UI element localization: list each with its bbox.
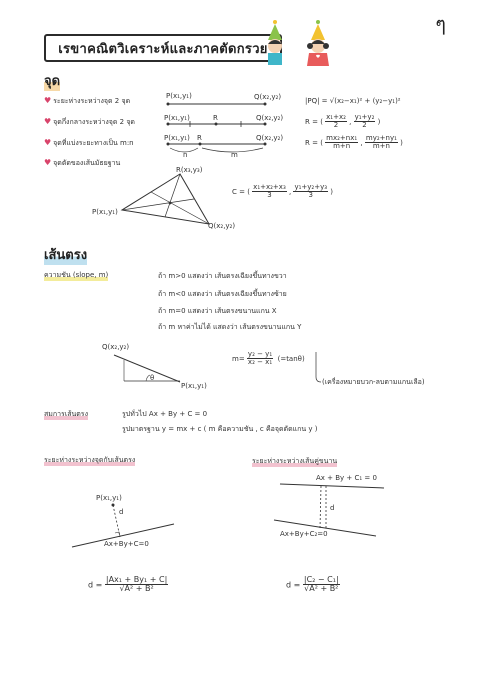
point-line-d-label: d xyxy=(119,508,124,516)
midpoint-q-label: Q(x₂,y₂) xyxy=(256,114,284,122)
slope-case-positive: ถ้า m>0 แสดงว่า เส้นตรงเฉียงขึ้นทางขวา xyxy=(158,272,287,280)
ratio-r-label: R xyxy=(197,134,202,142)
point-line-heading: ระยะห่างระหว่างจุดกับเส้นตรง xyxy=(44,456,136,464)
parallel-formula: d = $\frac{\text{|C₂ − C₁|}}{\text{√A² + B²}}$ xyxy=(286,575,339,594)
midpoint-r-label: R xyxy=(213,114,218,122)
slope-case-zero: ถ้า m=0 แสดงว่า เส้นตรงขนานแกน X xyxy=(158,307,277,315)
equation-general: รูปทั่วไป Ax + By + C = 0 xyxy=(122,410,208,418)
row-ratio-label: ♥ จุดที่แบ่งระยะทางเป็น m:n xyxy=(44,138,134,147)
note-bracket xyxy=(316,352,321,382)
slope-q-label: Q(x₂,y₂) xyxy=(102,343,130,351)
point-line-p-label: P(x₁,y₁) xyxy=(96,494,122,502)
ratio-q-label: Q(x₂,y₂) xyxy=(256,134,284,142)
triangle-p-label: P(x₁,y₁) xyxy=(92,208,118,216)
slope-angle-label: θ xyxy=(150,374,155,382)
centroid-triangle xyxy=(122,174,209,224)
slope-triangle xyxy=(114,355,180,382)
parallel-heading: ระยะห่างระหว่างเส้นคู่ขนาน xyxy=(252,457,338,465)
row-distance-label: ♥ ระยะห่างระหว่างจุด 2 จุด xyxy=(44,96,131,105)
page-title: เรขาคณิตวิเคราะห์และภาคตัดกรวย xyxy=(44,34,282,62)
slope-label: ความชัน (slope, m) xyxy=(44,271,109,279)
parallel-line1-label: Ax + By + C₁ = 0 xyxy=(316,474,377,482)
points-heading: จุด xyxy=(44,70,60,91)
page-number: ๆ xyxy=(435,12,446,36)
equation-label: สมการเส้นตรง xyxy=(44,410,88,418)
slope-case-undefined: ถ้า m หาค่าไม่ได้ แสดงว่า เส้นตรงขนานแกน Y xyxy=(158,323,302,331)
girl-figure-icon xyxy=(307,20,329,66)
centroid-formula: C = ( $\frac{\text{x₁+x₂+x₃}}{3}$ , $\frac{\text{y₁+y₂+y₃}}{3}$ ) xyxy=(232,183,333,200)
triangle-q-label: Q(x₂,y₂) xyxy=(208,222,236,230)
distance-segment xyxy=(167,103,267,106)
slope-formula: m= $\frac{\text{y₂ − y₁}}{\text{x₂ − x₁}}$ (=tanθ) xyxy=(232,350,305,367)
lines-heading: เส้นตรง xyxy=(44,244,87,265)
slope-p-label: P(x₁,y₁) xyxy=(181,382,207,390)
ratio-n-label: n xyxy=(183,151,188,159)
ratio-p-label: P(x₁,y₁) xyxy=(164,134,190,142)
midpoint-formula: R = ( $\frac{\text{x₁+x₂}}{2}$ , $\frac{\text{y₁+y₂}}{2}$ ) xyxy=(305,113,381,130)
slope-case-negative: ถ้า m<0 แสดงว่า เส้นตรงเฉียงขึ้นทางซ้าย xyxy=(158,290,287,298)
ratio-m-label: m xyxy=(231,151,238,159)
distance-p-label: P(x₁,y₁) xyxy=(166,92,192,100)
row-centroid-label: ♥ จุดตัดของเส้นมัธยฐาน xyxy=(44,158,121,167)
point-line-formula: d = $\frac{\text{|Ax₁ + By₁ + C|}}{\text{√A² + B²}}$ xyxy=(88,575,168,594)
parallel-line2-label: Ax+By+C₂=0 xyxy=(280,530,328,538)
point-line-eq-label: Ax+By+C=0 xyxy=(104,540,149,548)
slope-note: (เครื่องหมายบวก-ลบตามแกนเลือ) xyxy=(322,378,425,386)
ratio-segment xyxy=(167,143,267,153)
row-midpoint-label: ♥ จุดกึ่งกลางระหว่างจุด 2 จุด xyxy=(44,117,135,126)
parallel-d-label: d xyxy=(330,504,335,512)
ratio-formula: R = ( $\frac{\text{mx₂+nx₁}}{m+n}$ , $\frac{\text{my₂+ny₁}}{m+n}$ ) xyxy=(305,134,403,151)
distance-q-label: Q(x₂,y₂) xyxy=(254,93,282,101)
boy-figure-icon xyxy=(268,20,282,65)
equation-standard: รูปมาตรฐาน y = mx + c ( m คือความชัน , c คือจุดตัดแกน y ) xyxy=(122,425,318,433)
triangle-r-label: R(x₃,y₃) xyxy=(176,166,203,174)
midpoint-p-label: P(x₁,y₁) xyxy=(164,114,190,122)
distance-formula: |PQ| = √(x₂−x₁)² + (y₂−y₁)² xyxy=(305,97,401,105)
parallel-lines-figure xyxy=(274,484,384,536)
